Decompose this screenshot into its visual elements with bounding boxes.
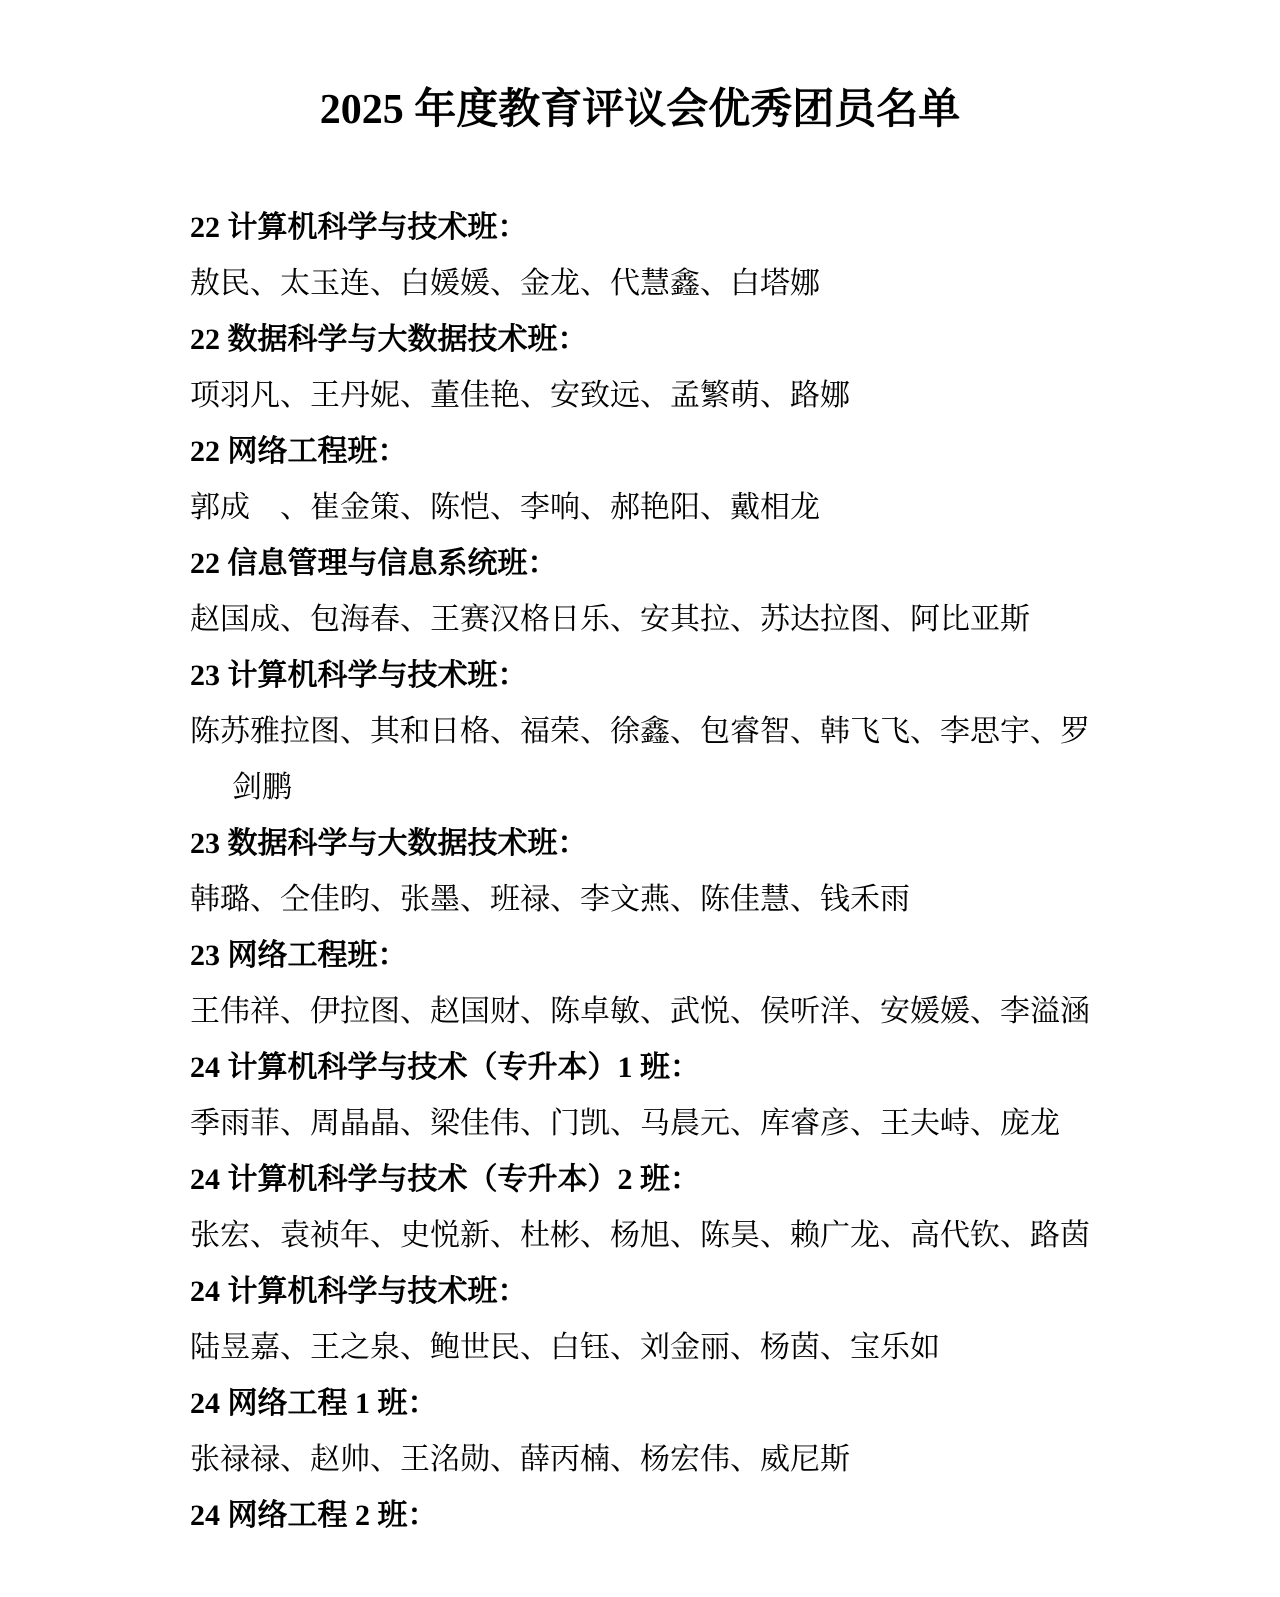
section-heading: 24 网络工程 2 班：	[190, 1499, 438, 1532]
section-names: 郭成 、崔金策、陈恺、李响、郝艳阳、戴相龙	[190, 491, 820, 524]
section-names: 敖民、太玉连、白媛媛、金龙、代慧鑫、白塔娜	[190, 267, 820, 300]
class-section	[190, 200, 1090, 312]
page-body	[190, 82, 1090, 1544]
section-heading: 24 计算机科学与技术（专升本）2 班：	[190, 1163, 700, 1196]
section-names: 王伟祥、伊拉图、赵国财、陈卓敏、武悦、侯听洋、安媛媛、李溢涵	[190, 995, 1090, 1028]
class-section	[190, 312, 1090, 424]
section-heading: 22 网络工程班：	[190, 435, 408, 468]
roster-content	[190, 200, 1090, 1544]
section-heading: 24 计算机科学与技术（专升本）1 班：	[190, 1051, 700, 1084]
class-section	[190, 1264, 1090, 1376]
class-section	[190, 648, 1090, 816]
class-section	[190, 1152, 1090, 1264]
class-section	[190, 1376, 1090, 1488]
section-names: 张禄禄、赵帅、王洺勋、薛丙楠、杨宏伟、威尼斯	[190, 1443, 850, 1476]
section-names: 项羽凡、王丹妮、董佳艳、安致远、孟繁萌、路娜	[190, 379, 850, 412]
section-heading: 24 网络工程 1 班：	[190, 1387, 438, 1420]
section-heading: 22 数据科学与大数据技术班：	[190, 323, 588, 356]
class-section	[190, 928, 1090, 1040]
section-names: 季雨菲、周晶晶、梁佳伟、门凯、马晨元、库睿彦、王夫峙、庞龙	[190, 1107, 1060, 1140]
section-names: 赵国成、包海春、王赛汉格日乐、安其拉、苏达拉图、阿比亚斯	[190, 603, 1030, 636]
section-heading: 23 计算机科学与技术班：	[190, 659, 528, 692]
section-names: 陈苏雅拉图、其和日格、福荣、徐鑫、包睿智、韩飞飞、李思宇、罗剑鹏	[190, 715, 1090, 804]
class-section	[190, 1488, 1090, 1544]
section-names: 张宏、袁祯年、史悦新、杜彬、杨旭、陈昊、赖广龙、高代钦、路茵	[190, 1219, 1090, 1252]
section-heading: 24 计算机科学与技术班：	[190, 1275, 528, 1308]
section-heading: 22 计算机科学与技术班：	[190, 211, 528, 244]
class-section	[190, 536, 1090, 648]
class-section	[190, 1040, 1090, 1152]
section-heading: 23 网络工程班：	[190, 939, 408, 972]
section-heading: 23 数据科学与大数据技术班：	[190, 827, 588, 860]
class-section	[190, 816, 1090, 928]
section-heading: 22 信息管理与信息系统班：	[190, 547, 558, 580]
section-names: 韩璐、仝佳昀、张墨、班禄、李文燕、陈佳慧、钱禾雨	[190, 883, 910, 916]
class-section	[190, 424, 1090, 536]
section-names: 陆昱嘉、王之泉、鲍世民、白钰、刘金丽、杨茵、宝乐如	[190, 1331, 940, 1364]
page-title: 2025 年度教育评议会优秀团员名单	[319, 87, 961, 133]
